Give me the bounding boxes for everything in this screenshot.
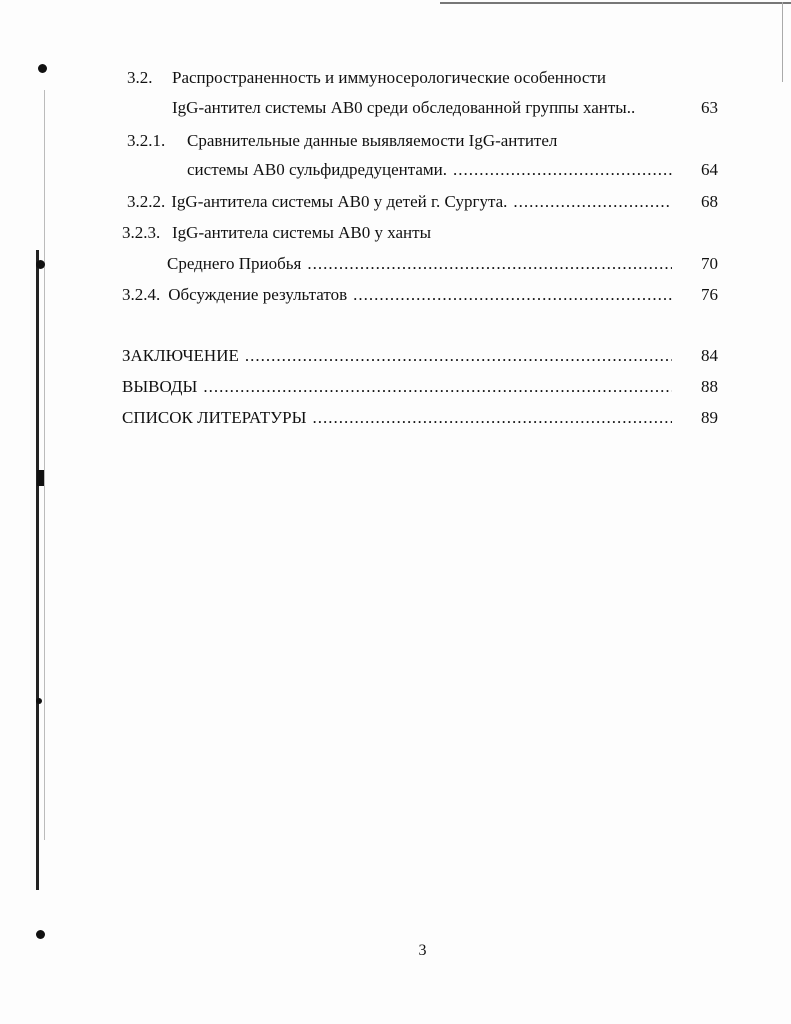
toc-section-title: ВЫВОДЫ bbox=[122, 377, 198, 396]
toc-entry-title: Сравнительные данные выявляемости IgG-антител bbox=[187, 131, 558, 150]
punch-hole bbox=[36, 930, 45, 939]
leader-dots bbox=[203, 377, 672, 397]
leader-dots bbox=[245, 346, 672, 366]
toc-page-number: 63 bbox=[701, 98, 718, 117]
toc-section-row bbox=[122, 408, 718, 428]
toc-entry-title: IgG-антитела системы АВ0 у детей г. Сургута. bbox=[171, 192, 508, 211]
toc-entry-number: 3.2.1. bbox=[127, 131, 166, 150]
toc-page-number: 64 bbox=[701, 160, 718, 179]
leader-dots bbox=[307, 254, 672, 274]
toc-page-number: 76 bbox=[701, 285, 718, 304]
toc-page-number: 84 bbox=[701, 346, 718, 365]
toc-entry-row bbox=[187, 160, 718, 180]
toc-entry-row bbox=[172, 98, 718, 118]
scan-edge-line bbox=[440, 2, 791, 4]
toc-entry-title: Распространенность и иммуносерологические особенности bbox=[172, 68, 606, 87]
toc-entry-title-cont: IgG-антител системы АВ0 среди обследованной группы ханты.. bbox=[172, 98, 636, 117]
toc-entry-number: 3.2.3. bbox=[122, 223, 161, 242]
toc-entry-number: 3.2.4. bbox=[122, 285, 161, 304]
toc-section-title: СПИСОК ЛИТЕРАТУРЫ bbox=[122, 408, 307, 427]
toc-entry-title: IgG-антитела системы АВ0 у ханты bbox=[172, 223, 432, 242]
leader-dots bbox=[312, 408, 672, 428]
toc-entry-title: Обсуждение результатов bbox=[168, 285, 348, 304]
leader-dots bbox=[353, 285, 672, 305]
toc-entry-number: 3.2.2. bbox=[127, 192, 166, 211]
toc-entry-number: 3.2. bbox=[127, 68, 153, 87]
toc-section-row bbox=[122, 346, 718, 366]
leader-dots bbox=[513, 192, 672, 212]
binding-strip bbox=[44, 90, 45, 840]
toc-page-number: 68 bbox=[701, 192, 718, 211]
toc-section-row bbox=[122, 377, 718, 397]
punch-hole bbox=[36, 698, 42, 704]
page-number: 3 bbox=[418, 942, 427, 959]
punch-hole bbox=[36, 260, 45, 269]
binding-notch bbox=[37, 470, 44, 486]
toc-page-number: 88 bbox=[701, 377, 718, 396]
punch-hole bbox=[38, 64, 47, 73]
toc-page-number: 70 bbox=[701, 254, 718, 273]
leader-dots bbox=[453, 160, 672, 180]
toc-section-title: ЗАКЛЮЧЕНИЕ bbox=[122, 346, 239, 365]
scan-edge-line bbox=[782, 2, 783, 82]
toc-entry-row bbox=[122, 285, 718, 305]
toc-entry-row bbox=[167, 254, 718, 274]
toc-entry-row bbox=[127, 192, 718, 212]
toc-page-number: 89 bbox=[701, 408, 718, 427]
toc-entry-title-cont: Среднего Приобья bbox=[167, 254, 302, 273]
toc-entry-title-cont: системы АВ0 сульфидредуцентами. bbox=[187, 160, 448, 179]
binding-strip bbox=[36, 250, 39, 890]
